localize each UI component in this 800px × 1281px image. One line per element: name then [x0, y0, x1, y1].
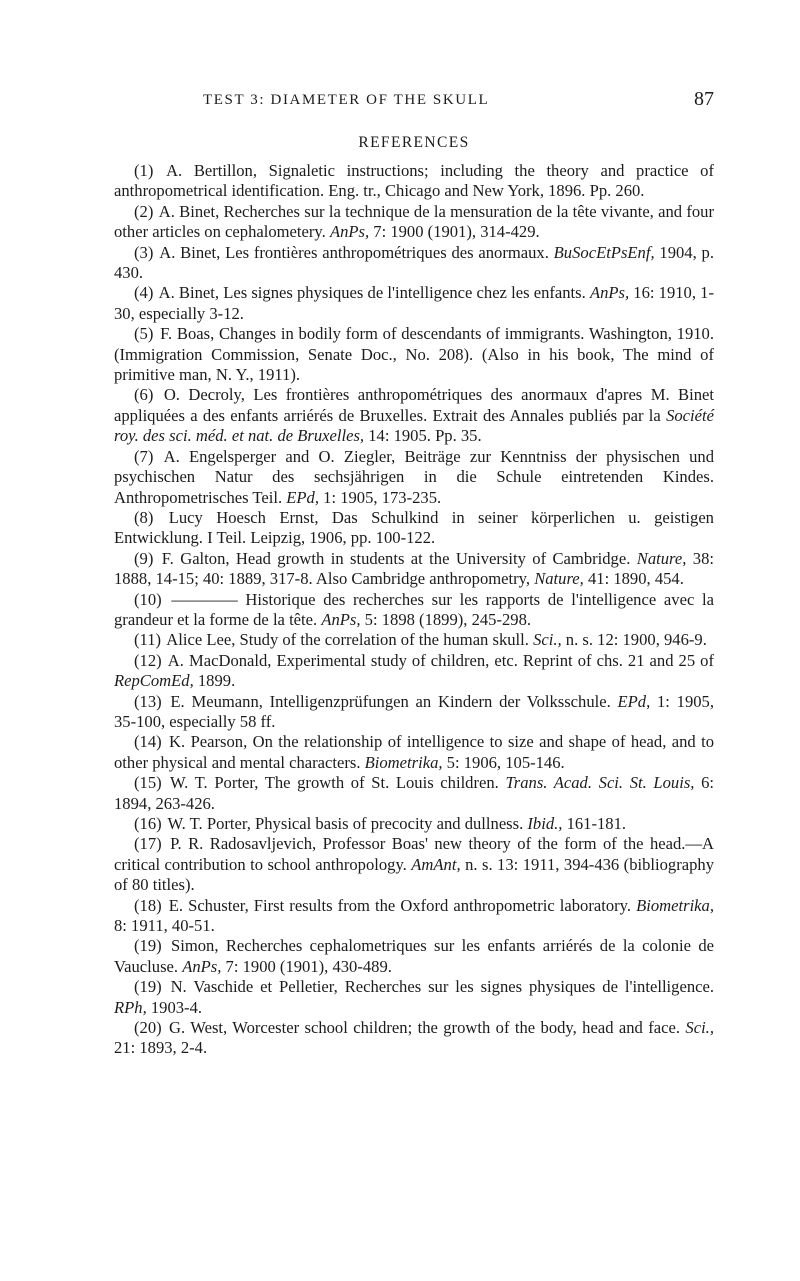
- reference-source-italic: EPd,: [617, 691, 651, 711]
- reference-text: Alice Lee, Study of the correlation of the human skull.: [166, 630, 534, 650]
- reference-text: W. T. Porter, The growth of St. Louis children.: [170, 773, 506, 793]
- reference-text: K. Pearson, On the relationship of intelligence to size and shape of head, and to other physical and mental characters.: [114, 732, 714, 772]
- reference-text: 7: 1900 (1901), 430-489.: [221, 956, 392, 976]
- reference-entry: [114, 773, 714, 814]
- reference-source-italic: AnPs,: [321, 609, 361, 629]
- reference-number: (12): [134, 650, 162, 670]
- reference-text: 38: 1888, 14-15; 40: 1889, 317-8. Also Cambridge anthropometry,: [114, 548, 715, 589]
- reference-entry: [114, 447, 714, 508]
- reference-text: A. Binet, Recherches sur la technique de la mensuration de la tête vivante, and four other articles on cephalometery.: [114, 201, 715, 242]
- reference-text: W. T. Porter, Physical basis of precocity and dullness.: [167, 814, 528, 833]
- reference-text: P. R. Radosavljevich, Professor Boas' new theory of the form of the head.—A critical contribution to school anthropology.: [114, 834, 715, 874]
- reference-source-italic: Nature,: [636, 548, 687, 568]
- reference-entry: [114, 161, 714, 202]
- reference-text: ———— Historique des recherches sur les rapports de l'intelligence avec la grandeur et la forme de la tête.: [114, 589, 714, 629]
- reference-text: 8: 1911, 40-51.: [114, 916, 215, 936]
- reference-source-italic: BuSocEtPsEnf,: [553, 242, 655, 262]
- reference-text: n. s. 13: 1911, 394-436 (bibliography of 80 titles).: [114, 854, 715, 895]
- reference-text: A. Engelsperger and O. Ziegler, Beiträge zur Kenntniss der physischen und psychischen Natur des sechsjährigen in die Schule eintretenden Kindes. Anthropometrisches Teil.: [114, 446, 714, 507]
- reference-text: 21: 1893, 2-4.: [114, 1038, 208, 1058]
- reference-entry: [114, 508, 714, 549]
- reference-number: (7): [134, 446, 154, 466]
- reference-text: A. Bertillon, Signaletic instructions; including the theory and practice of anthropometrical identification. Eng. tr., Chicago and New York, 1896. Pp. 260.: [114, 161, 714, 201]
- reference-text: O. Decroly, Les frontières anthropométriques des anormaux d'apres M. Binet appliquées a des enfants arriérés de Bruxelles. Extrait des Annales publiés par la: [114, 385, 715, 425]
- reference-entry: [114, 283, 714, 324]
- reference-source-italic: RPh,: [114, 997, 147, 1017]
- reference-text: G. West, Worcester school children; the growth of the body, head and face.: [169, 1018, 686, 1038]
- reference-number: (1): [134, 161, 154, 180]
- reference-text: A. Binet, Les signes physiques de l'intelligence chez les enfants.: [158, 283, 590, 303]
- reference-number: (13): [134, 691, 162, 711]
- reference-entry: [114, 896, 714, 937]
- page-number: 87: [694, 88, 714, 110]
- reference-text: E. Schuster, First results from the Oxford anthropometric laboratory.: [168, 895, 637, 915]
- reference-number: (10): [134, 589, 162, 609]
- reference-source-italic: Trans. Acad. Sci. St. Louis,: [505, 773, 695, 793]
- reference-text: 1: 1905, 173-235.: [319, 487, 442, 507]
- reference-text: 1899.: [193, 671, 236, 691]
- reference-number: (4): [134, 283, 154, 303]
- running-title: TEST 3: DIAMETER OF THE SKULL: [203, 92, 490, 108]
- reference-text: 16: 1910, 1-30, especially 3-12.: [114, 283, 715, 323]
- reference-number: (2): [134, 201, 154, 221]
- reference-text: 5: 1898 (1899), 245-298.: [360, 609, 532, 629]
- reference-text: 161-181.: [562, 814, 627, 833]
- reference-source-italic: Biometrika,: [364, 752, 443, 772]
- reference-number: (19): [134, 936, 162, 956]
- reference-entry: [114, 324, 714, 385]
- reference-source-italic: Sci.,: [533, 630, 562, 650]
- reference-text: Lucy Hoesch Ernst, Das Schulkind in seiner körperlichen u. geistigen Entwicklung. I Teil. Leipzig, 1906, pp. 100-122.: [114, 507, 714, 548]
- reference-number: (20): [134, 1018, 162, 1038]
- reference-number: (9): [134, 548, 154, 568]
- reference-entry: [114, 651, 714, 692]
- reference-text: Simon, Recherches cephalometriques sur les enfants arriérés de la colonie de Vaucluse.: [114, 936, 714, 976]
- reference-number: (8): [134, 507, 154, 527]
- reference-source-italic: AnPs,: [589, 283, 630, 303]
- reference-text: 1904, p. 430.: [114, 242, 714, 283]
- reference-text: 7: 1900 (1901), 314-429.: [369, 222, 540, 242]
- reference-number: (14): [134, 732, 162, 752]
- reference-number: (11): [134, 630, 162, 650]
- reference-entry: [114, 814, 714, 834]
- reference-text: A. Binet, Les frontières anthropométriques des anormaux.: [159, 242, 554, 262]
- reference-text: n. s. 12: 1900, 946-9.: [561, 630, 707, 650]
- reference-number: (5): [134, 324, 154, 344]
- reference-entry: [114, 630, 714, 650]
- reference-number: (18): [134, 895, 162, 915]
- reference-text: F. Boas, Changes in bodily form of descendants of immigrants. Washington, 1910. (Immigration Commission, Senate Doc., No. 208). (Also in his book, The mind of primitive man, N. Y., 1911).: [114, 324, 714, 385]
- reference-number: (19): [134, 977, 162, 997]
- reference-entry: [114, 1018, 714, 1059]
- reference-entry: [114, 732, 714, 773]
- reference-entry: [114, 692, 714, 733]
- reference-number: (17): [134, 834, 162, 854]
- reference-source-italic: AnPs,: [182, 956, 222, 976]
- reference-text: 41: 1890, 454.: [583, 569, 684, 589]
- reference-source-italic: Sci.,: [685, 1018, 714, 1038]
- reference-source-italic: Nature,: [534, 569, 584, 589]
- reference-entry: [114, 590, 714, 631]
- reference-source-italic: Ibid.,: [527, 814, 563, 833]
- reference-text: 14: 1905. Pp. 35.: [364, 426, 482, 446]
- reference-entry: [114, 977, 714, 1018]
- reference-entry: [114, 834, 714, 895]
- running-head: [114, 88, 714, 112]
- reference-text: A. MacDonald, Experimental study of children, etc. Reprint of chs. 21 and 25 of: [167, 650, 714, 670]
- reference-text: 1: 1905, 35-100, especially 58 ff.: [114, 691, 714, 731]
- reference-entry: [114, 549, 714, 590]
- reference-source-italic: AmAnt,: [411, 854, 461, 874]
- reference-text: 5: 1906, 105-146.: [442, 752, 565, 772]
- reference-entry: [114, 202, 714, 243]
- reference-source-italic: Biometrika,: [636, 895, 714, 915]
- reference-entry: [114, 385, 714, 446]
- reference-number: (3): [134, 242, 154, 262]
- reference-source-italic: RepComEd,: [114, 671, 194, 691]
- reference-number: (15): [134, 773, 162, 793]
- reference-text: E. Meumann, Intelligenzprüfungen an Kindern der Volksschule.: [170, 691, 618, 711]
- reference-text: F. Galton, Head growth in students at the University of Cambridge.: [161, 548, 637, 568]
- reference-source-italic: AnPs,: [329, 222, 370, 242]
- section-heading: REFERENCES: [358, 134, 470, 151]
- reference-text: 6: 1894, 263-426.: [114, 773, 714, 813]
- reference-source-italic: Société roy. des sci. méd. et nat. de Bruxelles,: [114, 405, 714, 446]
- reference-number: (16): [134, 814, 162, 833]
- reference-source-italic: EPd,: [286, 487, 319, 507]
- reference-entry: [114, 243, 714, 284]
- reference-text: 1903-4.: [146, 997, 203, 1017]
- reference-number: (6): [134, 385, 154, 405]
- book-page: [114, 0, 714, 1281]
- reference-entry: [114, 936, 714, 977]
- reference-text: N. Vaschide et Pelletier, Recherches sur les signes physiques de l'intelligence.: [170, 977, 715, 997]
- reference-list: [114, 161, 714, 1059]
